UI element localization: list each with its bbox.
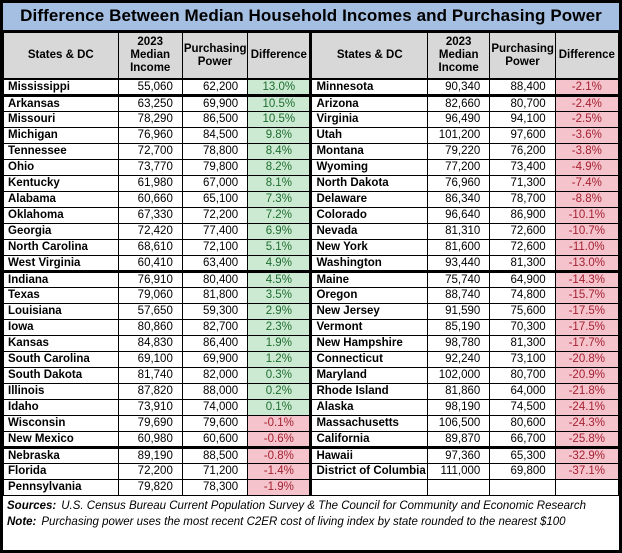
difference-cell: 0.2% <box>248 383 311 399</box>
difference-cell: 8.2% <box>248 159 311 175</box>
income-cell: 98,780 <box>428 335 490 351</box>
difference-cell: 10.5% <box>248 95 311 111</box>
income-cell: 79,820 <box>118 479 182 495</box>
difference-cell: -14.3% <box>555 271 618 287</box>
power-cell: 97,600 <box>490 127 555 143</box>
state-cell: Kansas <box>4 335 119 351</box>
power-cell: 74,000 <box>182 399 247 415</box>
difference-cell: 0.1% <box>248 399 311 415</box>
difference-cell: -13.0% <box>555 255 618 271</box>
state-cell: Alabama <box>4 191 119 207</box>
state-cell: Connecticut <box>311 351 428 367</box>
difference-cell: 1.2% <box>248 351 311 367</box>
sources-line <box>7 498 619 514</box>
income-cell: 81,310 <box>428 223 490 239</box>
power-cell: 65,300 <box>490 447 555 463</box>
difference-cell: -10.7% <box>555 223 618 239</box>
state-cell: District of Columbia <box>311 463 428 479</box>
difference-cell: 4.5% <box>248 271 311 287</box>
power-cell: 76,200 <box>490 143 555 159</box>
power-cell: 64,000 <box>490 383 555 399</box>
table-row <box>4 351 619 367</box>
table-row <box>4 239 619 255</box>
state-cell: Pennsylvania <box>4 479 119 495</box>
income-cell: 89,190 <box>118 447 182 463</box>
difference-cell: 8.4% <box>248 143 311 159</box>
income-cell: 76,960 <box>428 175 490 191</box>
table-row <box>4 191 619 207</box>
income-cell: 87,820 <box>118 383 182 399</box>
state-cell: Illinois <box>4 383 119 399</box>
state-cell: Michigan <box>4 127 119 143</box>
income-cell: 81,600 <box>428 239 490 255</box>
state-cell: Colorado <box>311 207 428 223</box>
state-cell: California <box>311 431 428 447</box>
difference-cell: -17.5% <box>555 303 618 319</box>
state-cell: Georgia <box>4 223 119 239</box>
power-cell: 73,400 <box>490 159 555 175</box>
table-row <box>4 463 619 479</box>
power-cell: 78,700 <box>490 191 555 207</box>
income-cell: 76,960 <box>118 127 182 143</box>
power-cell: 62,200 <box>182 79 247 95</box>
state-cell: Missouri <box>4 111 119 127</box>
difference-cell: -3.6% <box>555 127 618 143</box>
column-header-income: 2023 Median Income <box>428 33 490 80</box>
table-row <box>4 143 619 159</box>
table-row <box>4 367 619 383</box>
state-cell: Tennessee <box>4 143 119 159</box>
difference-cell: -10.1% <box>555 207 618 223</box>
state-cell: Maine <box>311 271 428 287</box>
income-cell: 98,190 <box>428 399 490 415</box>
power-cell: 81,300 <box>490 335 555 351</box>
difference-cell: -0.8% <box>248 447 311 463</box>
state-cell: Arkansas <box>4 95 119 111</box>
income-cell: 85,190 <box>428 319 490 335</box>
difference-cell: -32.9% <box>555 447 618 463</box>
difference-cell: 2.3% <box>248 319 311 335</box>
difference-cell: -2.4% <box>555 95 618 111</box>
power-cell: 60,600 <box>182 431 247 447</box>
table-header <box>4 33 619 80</box>
difference-cell: -3.8% <box>555 143 618 159</box>
header-row <box>4 33 619 80</box>
table-row <box>4 319 619 335</box>
income-cell: 81,740 <box>118 367 182 383</box>
difference-cell: -11.0% <box>555 239 618 255</box>
table-row <box>4 303 619 319</box>
income-cell: 76,910 <box>118 271 182 287</box>
income-cell: 90,340 <box>428 79 490 95</box>
table-row <box>4 127 619 143</box>
power-cell: 74,500 <box>490 399 555 415</box>
income-cell: 97,360 <box>428 447 490 463</box>
difference-cell: 7.2% <box>248 207 311 223</box>
table-row <box>4 335 619 351</box>
table-row <box>4 415 619 431</box>
column-header-power: Purchasing Power <box>182 33 247 80</box>
table-row <box>4 79 619 95</box>
table-row <box>4 111 619 127</box>
income-cell: 111,000 <box>428 463 490 479</box>
difference-cell: -17.5% <box>555 319 618 335</box>
power-cell: 66,700 <box>490 431 555 447</box>
income-cell: 101,200 <box>428 127 490 143</box>
difference-cell: 2.9% <box>248 303 311 319</box>
income-cell: 73,910 <box>118 399 182 415</box>
income-cell: 60,410 <box>118 255 182 271</box>
power-cell: 80,700 <box>490 367 555 383</box>
power-cell: 80,700 <box>490 95 555 111</box>
income-cell <box>428 479 490 495</box>
state-cell: Arizona <box>311 95 428 111</box>
power-cell: 84,500 <box>182 127 247 143</box>
difference-cell: -20.8% <box>555 351 618 367</box>
page-title: Difference Between Median Household Incomes and Purchasing Power <box>3 3 619 32</box>
state-cell: Alaska <box>311 399 428 415</box>
table-row <box>4 159 619 175</box>
state-cell: Oklahoma <box>4 207 119 223</box>
table-row <box>4 399 619 415</box>
difference-cell: 1.9% <box>248 335 311 351</box>
state-cell: Nebraska <box>4 447 119 463</box>
state-cell: Massachusetts <box>311 415 428 431</box>
state-cell: West Virginia <box>4 255 119 271</box>
sources-text: U.S. Census Bureau Current Population Survey & The Council for Community and Economic Research <box>61 499 586 512</box>
difference-cell: -15.7% <box>555 287 618 303</box>
income-comparison-table <box>3 32 619 496</box>
income-cell: 63,250 <box>118 95 182 111</box>
table-row <box>4 255 619 271</box>
income-cell: 106,500 <box>428 415 490 431</box>
power-cell: 81,300 <box>490 255 555 271</box>
power-cell: 81,800 <box>182 287 247 303</box>
income-cell: 78,290 <box>118 111 182 127</box>
difference-cell: -37.1% <box>555 463 618 479</box>
difference-cell: -25.8% <box>555 431 618 447</box>
power-cell: 74,800 <box>490 287 555 303</box>
income-cell: 81,860 <box>428 383 490 399</box>
power-cell: 73,100 <box>490 351 555 367</box>
difference-cell <box>555 479 618 495</box>
state-cell: South Dakota <box>4 367 119 383</box>
note-text: Purchasing power uses the most recent C2ER cost of living index by state rounded to the nearest $100 <box>41 515 566 528</box>
income-cell: 96,640 <box>428 207 490 223</box>
table-footnotes <box>3 496 619 551</box>
income-cell: 88,740 <box>428 287 490 303</box>
table-row <box>4 207 619 223</box>
table-row <box>4 447 619 463</box>
column-header-states: States & DC <box>311 33 428 80</box>
state-cell: Utah <box>311 127 428 143</box>
table-row <box>4 287 619 303</box>
difference-cell: -0.1% <box>248 415 311 431</box>
income-cell: 80,860 <box>118 319 182 335</box>
power-cell: 78,300 <box>182 479 247 495</box>
income-cell: 102,000 <box>428 367 490 383</box>
table-row <box>4 271 619 287</box>
difference-cell: 9.8% <box>248 127 311 143</box>
power-cell: 88,000 <box>182 383 247 399</box>
power-cell: 86,500 <box>182 111 247 127</box>
note-line <box>7 514 619 530</box>
income-cell: 86,340 <box>428 191 490 207</box>
table-body <box>4 79 619 495</box>
state-cell: Louisiana <box>4 303 119 319</box>
income-cell: 93,440 <box>428 255 490 271</box>
difference-cell: 6.9% <box>248 223 311 239</box>
note-label: Note: <box>7 515 37 528</box>
power-cell: 72,600 <box>490 239 555 255</box>
difference-cell: 7.3% <box>248 191 311 207</box>
difference-cell: 3.5% <box>248 287 311 303</box>
income-cell: 79,060 <box>118 287 182 303</box>
state-cell: Kentucky <box>4 175 119 191</box>
power-cell: 72,600 <box>490 223 555 239</box>
power-cell: 75,600 <box>490 303 555 319</box>
state-cell: Delaware <box>311 191 428 207</box>
state-cell: Virginia <box>311 111 428 127</box>
income-cell: 79,690 <box>118 415 182 431</box>
state-cell: Rhode Island <box>311 383 428 399</box>
power-cell: 72,200 <box>182 207 247 223</box>
income-cell: 72,700 <box>118 143 182 159</box>
state-cell: Wyoming <box>311 159 428 175</box>
state-cell: New Jersey <box>311 303 428 319</box>
income-cell: 57,650 <box>118 303 182 319</box>
power-cell: 59,300 <box>182 303 247 319</box>
sources-label: Sources: <box>7 499 57 512</box>
state-cell <box>311 479 428 495</box>
difference-cell: -0.6% <box>248 431 311 447</box>
power-cell: 72,100 <box>182 239 247 255</box>
difference-cell: -1.9% <box>248 479 311 495</box>
power-cell: 63,400 <box>182 255 247 271</box>
column-header-difference: Difference <box>555 33 618 80</box>
income-cell: 91,590 <box>428 303 490 319</box>
column-header-income: 2023 Median Income <box>118 33 182 80</box>
state-cell: Washington <box>311 255 428 271</box>
difference-cell: -2.5% <box>555 111 618 127</box>
income-cell: 60,660 <box>118 191 182 207</box>
state-cell: Mississippi <box>4 79 119 95</box>
power-cell: 94,100 <box>490 111 555 127</box>
state-cell: Wisconsin <box>4 415 119 431</box>
power-cell: 69,900 <box>182 351 247 367</box>
difference-cell: -24.3% <box>555 415 618 431</box>
power-cell: 69,800 <box>490 463 555 479</box>
difference-cell: -17.7% <box>555 335 618 351</box>
table-row <box>4 479 619 495</box>
power-cell: 65,100 <box>182 191 247 207</box>
state-cell: Florida <box>4 463 119 479</box>
state-cell: Oregon <box>311 287 428 303</box>
income-cell: 55,060 <box>118 79 182 95</box>
income-cell: 79,220 <box>428 143 490 159</box>
income-cell: 77,200 <box>428 159 490 175</box>
difference-cell: -7.4% <box>555 175 618 191</box>
income-cell: 72,200 <box>118 463 182 479</box>
state-cell: Texas <box>4 287 119 303</box>
difference-cell: 4.9% <box>248 255 311 271</box>
income-cell: 69,100 <box>118 351 182 367</box>
income-cell: 84,830 <box>118 335 182 351</box>
power-cell: 71,200 <box>182 463 247 479</box>
state-cell: Idaho <box>4 399 119 415</box>
power-cell: 82,700 <box>182 319 247 335</box>
difference-cell: -2.1% <box>555 79 618 95</box>
difference-cell: 10.5% <box>248 111 311 127</box>
difference-cell: 13.0% <box>248 79 311 95</box>
difference-cell: -4.9% <box>555 159 618 175</box>
power-cell: 79,600 <box>182 415 247 431</box>
income-cell: 67,330 <box>118 207 182 223</box>
power-cell: 64,900 <box>490 271 555 287</box>
state-cell: Iowa <box>4 319 119 335</box>
power-cell: 77,400 <box>182 223 247 239</box>
state-cell: Nevada <box>311 223 428 239</box>
state-cell: New York <box>311 239 428 255</box>
state-cell: Ohio <box>4 159 119 175</box>
power-cell <box>490 479 555 495</box>
column-header-states: States & DC <box>4 33 119 80</box>
power-cell: 69,900 <box>182 95 247 111</box>
state-cell: Montana <box>311 143 428 159</box>
income-cell: 96,490 <box>428 111 490 127</box>
income-cell: 82,660 <box>428 95 490 111</box>
state-cell: Indiana <box>4 271 119 287</box>
power-cell: 80,400 <box>182 271 247 287</box>
power-cell: 86,900 <box>490 207 555 223</box>
table-row <box>4 431 619 447</box>
state-cell: Hawaii <box>311 447 428 463</box>
column-header-difference: Difference <box>248 33 311 80</box>
state-cell: South Carolina <box>4 351 119 367</box>
difference-cell: -1.4% <box>248 463 311 479</box>
difference-cell: 8.1% <box>248 175 311 191</box>
income-cell: 92,240 <box>428 351 490 367</box>
difference-cell: -20.9% <box>555 367 618 383</box>
income-cell: 73,770 <box>118 159 182 175</box>
state-cell: North Carolina <box>4 239 119 255</box>
power-cell: 71,300 <box>490 175 555 191</box>
power-cell: 86,400 <box>182 335 247 351</box>
state-cell: New Hampshire <box>311 335 428 351</box>
state-cell: New Mexico <box>4 431 119 447</box>
income-cell: 89,870 <box>428 431 490 447</box>
power-cell: 67,000 <box>182 175 247 191</box>
table-row <box>4 383 619 399</box>
power-cell: 88,500 <box>182 447 247 463</box>
column-header-power: Purchasing Power <box>490 33 555 80</box>
state-cell: Maryland <box>311 367 428 383</box>
power-cell: 79,800 <box>182 159 247 175</box>
income-cell: 68,610 <box>118 239 182 255</box>
difference-cell: -21.8% <box>555 383 618 399</box>
power-cell: 70,300 <box>490 319 555 335</box>
state-cell: Minnesota <box>311 79 428 95</box>
income-cell: 61,980 <box>118 175 182 191</box>
income-cell: 72,420 <box>118 223 182 239</box>
power-cell: 82,000 <box>182 367 247 383</box>
difference-cell: -24.1% <box>555 399 618 415</box>
difference-cell: -8.8% <box>555 191 618 207</box>
state-cell: Vermont <box>311 319 428 335</box>
power-cell: 80,600 <box>490 415 555 431</box>
table-row <box>4 95 619 111</box>
difference-cell: 0.3% <box>248 367 311 383</box>
table-row <box>4 223 619 239</box>
power-cell: 88,400 <box>490 79 555 95</box>
income-cell: 60,980 <box>118 431 182 447</box>
table-row <box>4 175 619 191</box>
state-cell: North Dakota <box>311 175 428 191</box>
income-cell: 75,740 <box>428 271 490 287</box>
difference-cell: 5.1% <box>248 239 311 255</box>
power-cell: 78,800 <box>182 143 247 159</box>
